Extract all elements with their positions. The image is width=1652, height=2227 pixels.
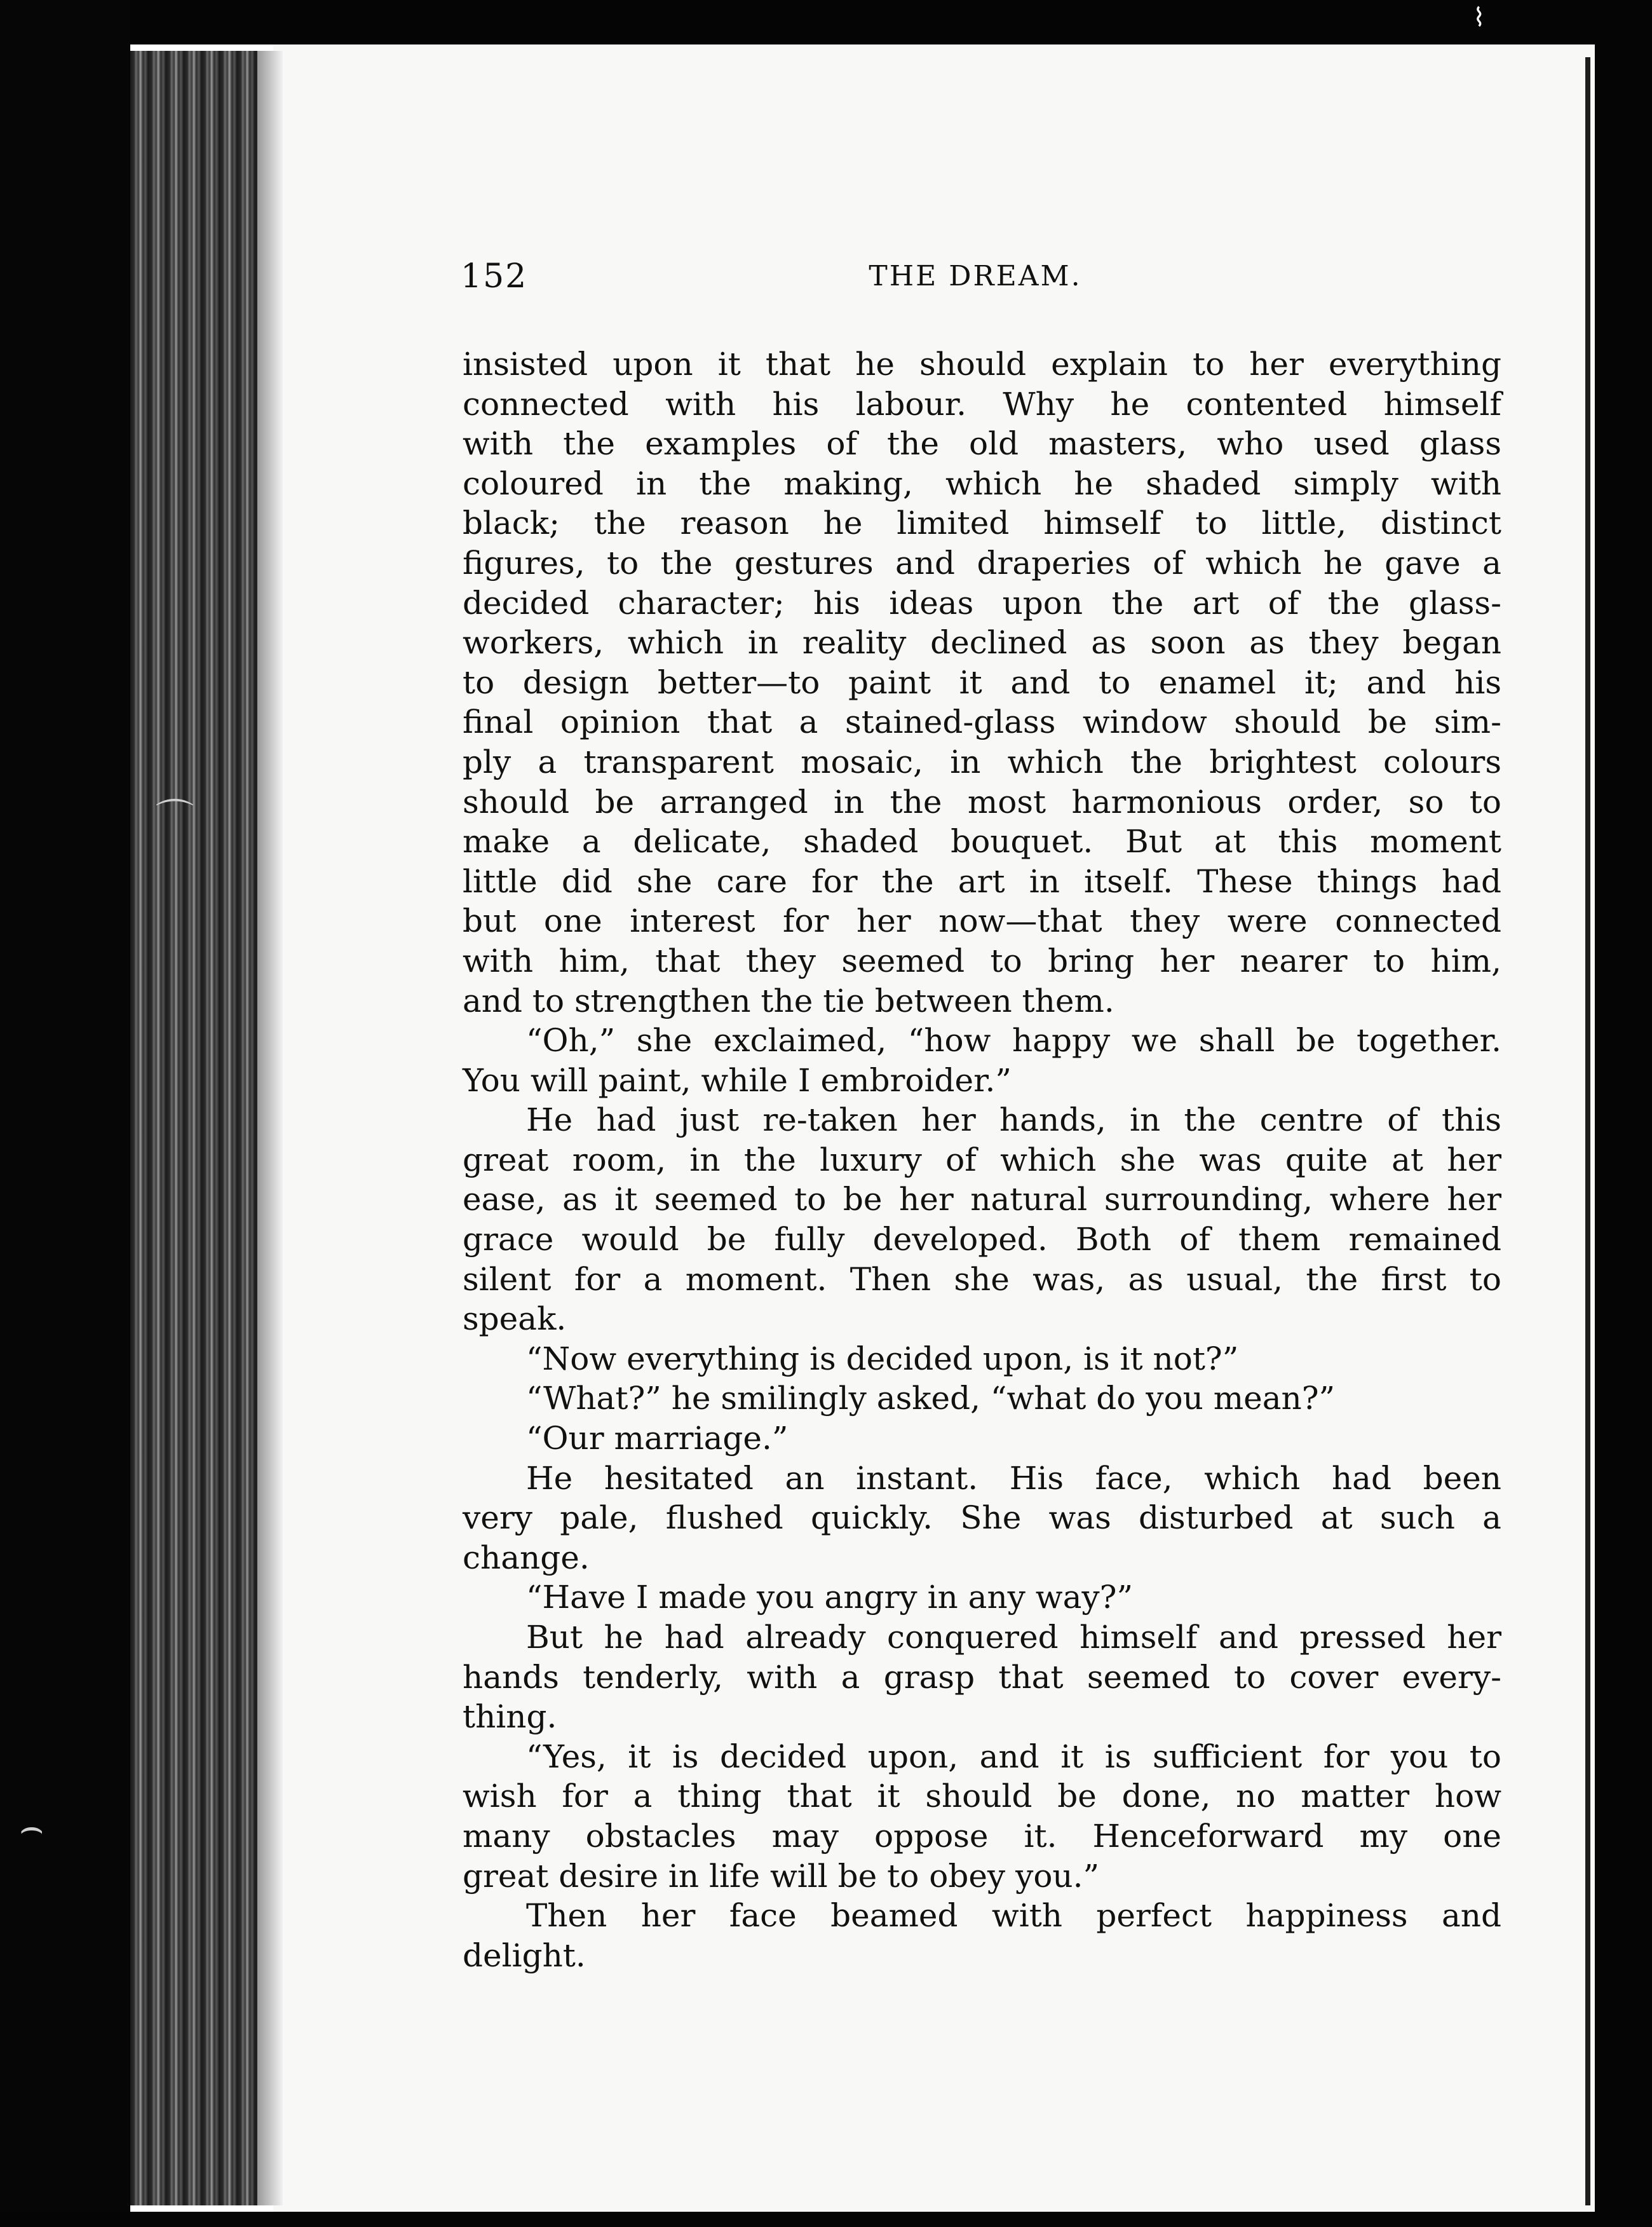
scan-left-border	[0, 0, 130, 2227]
text-line: coloured in the making, which he shaded simply with	[463, 465, 1501, 502]
text-line: ease, as it seemed to be her natural surrounding, where her	[463, 1181, 1501, 1218]
text-line: many obstacles may oppose it. Henceforward my one	[463, 1817, 1501, 1855]
text-line: with him, that they seemed to bring her nearer to him,	[463, 942, 1501, 979]
scan-right-border	[1595, 0, 1652, 2227]
text-line: insisted upon it that he should explain to her everything	[463, 346, 1501, 383]
text-line: “Now everything is decided upon, is it not?”	[526, 1340, 1239, 1377]
text-line: make a delicate, shaded bouquet. But at this moment	[463, 823, 1501, 861]
text-line: grace would be fully developed. Both of them remained	[463, 1221, 1501, 1258]
text-line: with the examples of the old masters, who used glass	[463, 425, 1501, 463]
text-line: great room, in the luxury of which she was quite at her	[463, 1141, 1501, 1178]
text-line: He hesitated an instant. His face, which had been	[526, 1459, 1501, 1497]
page-right-edge	[1585, 57, 1590, 2205]
running-title: THE DREAM.	[869, 260, 1082, 292]
scan-bottom-border	[0, 2212, 1652, 2227]
text-line: but one interest for her now—that they were connected	[463, 902, 1501, 940]
text-line: change.	[463, 1539, 590, 1576]
text-line: connected with his labour. Why he contented himself	[463, 385, 1501, 423]
text-line: thing.	[463, 1698, 557, 1736]
text-line: speak.	[463, 1300, 567, 1338]
text-line: He had just re-taken her hands, in the centre of this	[526, 1101, 1501, 1139]
text-line: black; the reason he limited himself to little, distinct	[463, 505, 1501, 542]
corner-mark: ⌇	[1473, 3, 1486, 32]
gutter-shadow	[257, 51, 283, 2205]
scan-top-border	[0, 0, 1652, 44]
book-page-edges	[130, 51, 267, 2205]
text-line: final opinion that a stained-glass window should be sim-	[463, 704, 1501, 741]
text-line: “Have I made you angry in any way?”	[526, 1579, 1134, 1616]
text-line: Then her face beamed with perfect happiness and	[526, 1897, 1501, 1935]
text-line: You will paint, while I embroider.”	[463, 1061, 1012, 1099]
text-line: ply a transparent mosaic, in which the brightest colours	[463, 743, 1501, 780]
text-line: decided character; his ideas upon the art of the glass-	[463, 584, 1501, 622]
text-line: But he had already conquered himself and pressed her	[526, 1619, 1501, 1656]
body-text	[463, 344, 1501, 1975]
text-line: workers, which in reality declined as soon as they began	[463, 624, 1501, 662]
text-line: “Our marriage.”	[526, 1420, 789, 1457]
text-line: “Yes, it is decided upon, and it is sufficient for you to	[526, 1738, 1501, 1775]
text-line: “What?” he smilingly asked, “what do you mean?”	[526, 1380, 1336, 1417]
text-line: to design better—to paint it and to enamel it; and his	[463, 664, 1501, 701]
text-line: should be arranged in the most harmonious order, so to	[463, 783, 1501, 821]
page-header	[461, 257, 1490, 308]
text-line: and to strengthen the tie between them.	[463, 982, 1114, 1019]
text-line: silent for a moment. Then she was, as usual, the first to	[463, 1260, 1501, 1298]
text-line: “Oh,” she exclaimed, “how happy we shall be together.	[526, 1022, 1501, 1059]
text-line: hands tenderly, with a grasp that seemed to cover every-	[463, 1658, 1501, 1696]
stray-mark: ⌒	[156, 796, 194, 841]
text-line: delight.	[463, 1937, 586, 1974]
text-line: little did she care for the art in itself. These things had	[463, 862, 1501, 900]
text-line: wish for a thing that it should be done, no matter how	[463, 1778, 1501, 1815]
text-line: very pale, flushed quickly. She was disturbed at such a	[463, 1499, 1501, 1537]
text-line: great desire in life will be to obey you.”	[463, 1857, 1100, 1895]
page-number: 152	[461, 257, 528, 296]
text-line: figures, to the gestures and draperies of which he gave a	[463, 544, 1501, 582]
stray-mark: ⌢	[19, 1805, 44, 1849]
